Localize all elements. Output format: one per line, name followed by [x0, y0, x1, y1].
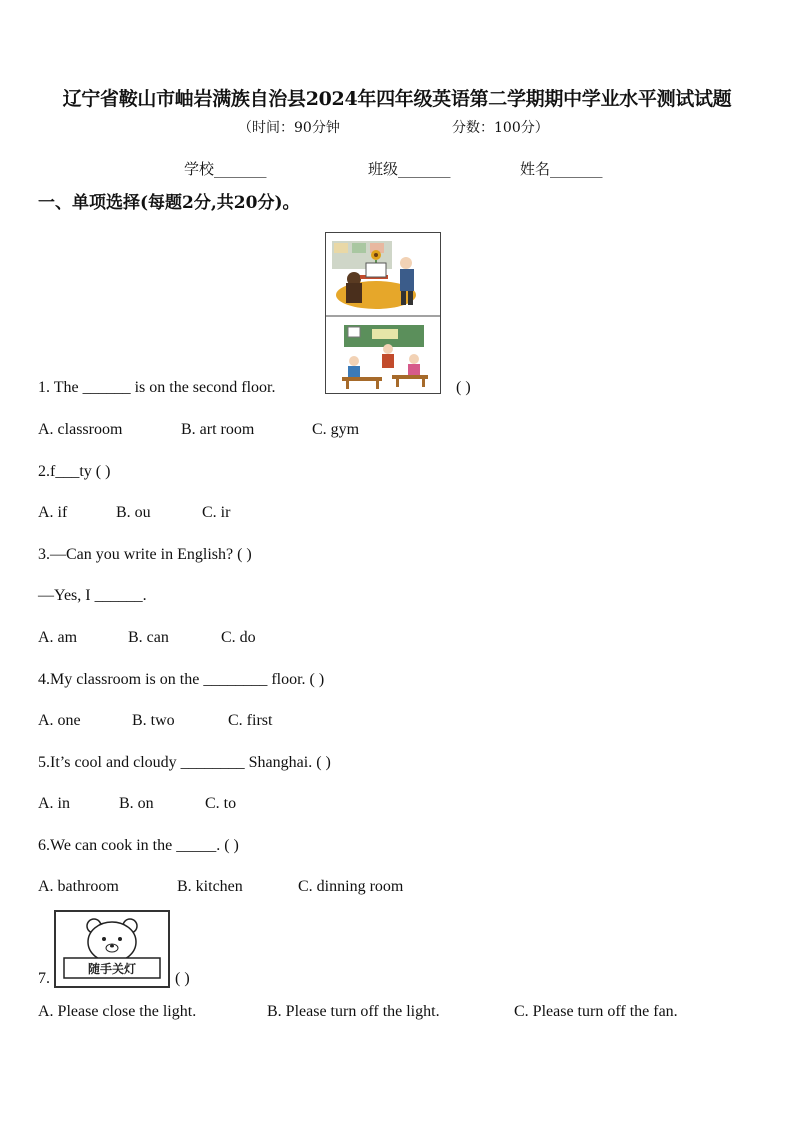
q1-illustration — [325, 232, 441, 394]
q3-option-c[interactable]: C. do — [221, 629, 256, 646]
q1-option-a[interactable]: A. classroom — [38, 421, 123, 438]
q5-option-b[interactable]: B. on — [119, 795, 154, 812]
q6-option-a[interactable]: A. bathroom — [38, 878, 119, 895]
q2-option-c[interactable]: C. ir — [202, 504, 231, 521]
q4-option-b[interactable]: B. two — [132, 712, 175, 729]
q1-option-c[interactable]: C. gym — [312, 421, 360, 438]
section-heading: 一、单项选择(每题2分,共20分)。 — [38, 193, 300, 213]
q3-stem: 3.—Can you write in English? ( ) — [38, 546, 252, 563]
q7-illustration — [54, 910, 170, 988]
q6-option-b[interactable]: B. kitchen — [177, 878, 243, 895]
q7-option-c[interactable]: C. Please turn off the fan. — [514, 1003, 678, 1020]
q2-option-b[interactable]: B. ou — [116, 504, 151, 521]
q6-stem: 6.We can cook in the _____. ( ) — [38, 837, 239, 854]
q5-stem: 5.It’s cool and cloudy ________ Shanghai. ( ) — [38, 754, 331, 771]
q4-option-a[interactable]: A. one — [38, 712, 81, 729]
q4-stem: 4.My classroom is on the ________ floor. ( ) — [38, 671, 325, 688]
q2-stem: 2.f___ty ( ) — [38, 463, 111, 480]
q6-option-c[interactable]: C. dinning room — [298, 878, 404, 895]
exam-score: 分数：100分） — [452, 120, 549, 136]
q7-stem: 7. — [38, 970, 50, 987]
q4-option-c[interactable]: C. first — [228, 712, 273, 729]
q1-option-b[interactable]: B. art room — [181, 421, 255, 438]
exam-time: （时间：90分钟 — [238, 120, 340, 136]
art-room-classroom-picture — [326, 233, 440, 393]
bear-sign-picture — [56, 912, 168, 986]
q2-option-a[interactable]: A. if — [38, 504, 68, 521]
q7-answer-paren[interactable]: ( ) — [175, 970, 190, 987]
sign-text: 随手关灯 — [87, 962, 137, 976]
page-title: 辽宁省鞍山市岫岩满族自治县2024年四年级英语第二学期期中学业水平测试试题 — [62, 88, 732, 110]
q1-answer-paren[interactable]: ( ) — [456, 379, 471, 396]
q3-stem-answer: —Yes, I ______. — [38, 587, 147, 604]
q5-option-c[interactable]: C. to — [205, 795, 237, 812]
school-field[interactable]: 学校_______ — [184, 160, 267, 178]
q7-option-b[interactable]: B. Please turn off the light. — [267, 1003, 440, 1020]
name-field[interactable]: 姓名_______ — [520, 160, 603, 178]
q5-option-a[interactable]: A. in — [38, 795, 70, 812]
class-field[interactable]: 班级_______ — [368, 160, 451, 178]
q3-option-b[interactable]: B. can — [128, 629, 169, 646]
q3-option-a[interactable]: A. am — [38, 629, 78, 646]
q1-stem: 1. The ______ is on the second floor. — [38, 379, 276, 396]
q7-option-a[interactable]: A. Please close the light. — [38, 1003, 197, 1020]
